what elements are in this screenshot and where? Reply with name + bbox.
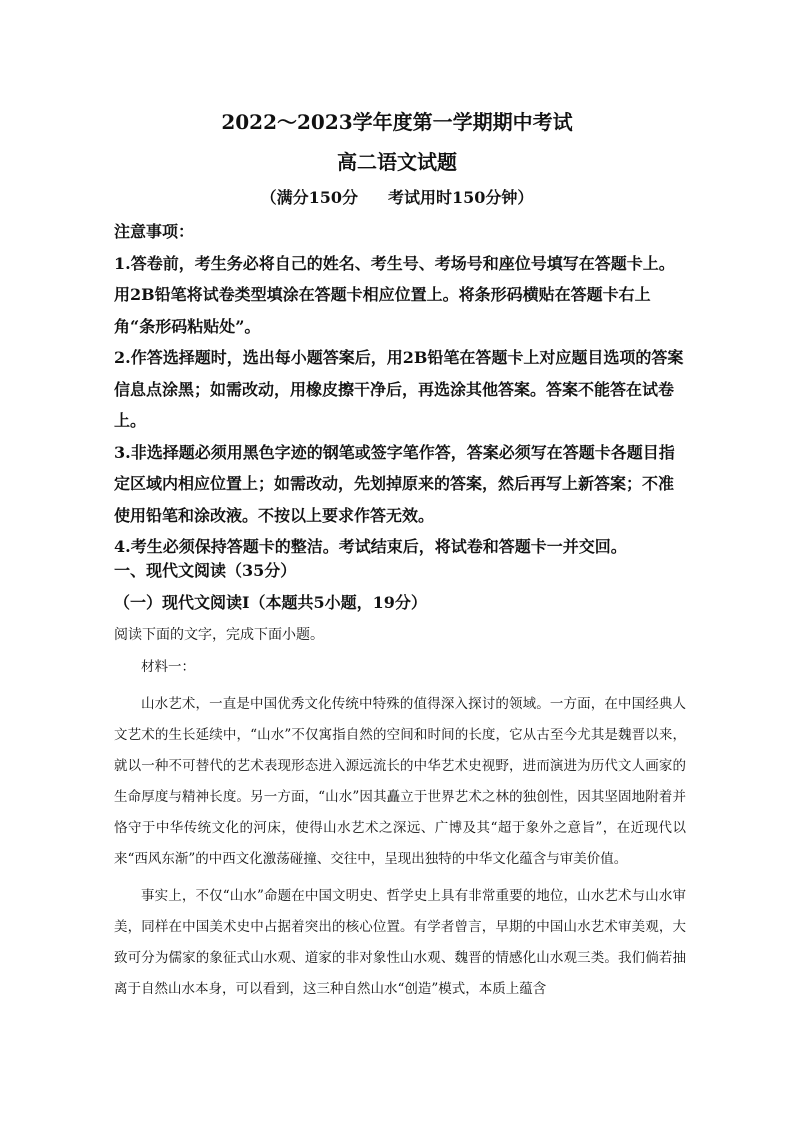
note-item-4: 4.考生必须保持答题卡的整洁。考试结束后，将试卷和答题卡一并交回。: [114, 537, 627, 556]
note-item-1: 1.答卷前，考生务必将自己的姓名、考生号、考场号和座位号填写在答题卡上。用2B铅笔将试卷类型填涂在答题卡相应位置上。将条形码横贴在答题卡右上角“条形码粘贴处”。: [114, 253, 675, 336]
score-info: （满分150分: [260, 188, 358, 207]
subject-title: 高二语文试题: [337, 150, 457, 174]
time-info: 考试用时150分钟）: [388, 188, 534, 207]
subpart-title: （一）现代文阅读Ⅰ（本题共5小题，19分）: [114, 593, 427, 612]
material-text: [114, 652, 686, 1011]
note-item-2: 2.作答选择题时，选出每小题答案后，用2B铅笔在答题卡上对应题目选项的答案信息点涂黑；如需改动，用橡皮擦干净后，再选涂其他答案。答案不能答在试卷上。: [114, 348, 684, 430]
part-title: 一、现代文阅读（35分）: [114, 561, 297, 580]
notes-heading: 注意事项：: [114, 222, 195, 241]
material-paragraph-2: 事实上，不仅“山水”命题在中国文明史、哲学史上具有非常重要的地位，山水艺术与山水审美，同样在中国美术史中占据着突出的核心位置。有学者曾言，早期的中国山水艺术审美观，大致可分为儒家的象征式山水观、道家的非对象性山水观、魏晋的情感化山水观三类。我们倘若抽离于自然山水本身，可以看到，这三种自然山水“创造”模式，本质上蕴含: [114, 888, 686, 997]
score-time-info: [0, 185, 794, 208]
material-paragraph-1: 山水艺术，一直是中国优秀文化传统中特殊的值得深入探讨的领域。一方面，在中国经典人文艺术的生长延续中，“山水”不仅寓指自然的空间和时间的长度，它从古至今尤其是魏晋以来，就以一种不可替代的艺术表现形态进入源远流长的中华艺术史视野，进而演进为历代文人画家的生命厚度与精神长度。另一方面，“山水”因其矗立于世界艺术之林的独创性，因其坚固地附着并恪守于中华传统文化的河床，使得山水艺术之深远、广博及其“超于象外之意旨”，在近现代以来“西风东渐”的中西文化激荡碰撞、交往中，呈现出独特的中华文化蕴含与审美价值。: [114, 696, 686, 867]
note-item-3: 3.非选择题必须用黑色字迹的钢笔或签字笔作答，答案必须写在答题卡各题目指定区域内相应位置上；如需改动，先划掉原来的答案，然后再写上新答案；不准使用铅笔和涂改液。不按以上要求作答无效。: [114, 442, 675, 525]
reading-instruction: 阅读下面的文字，完成下面小题。: [114, 627, 324, 643]
material-label: 材料一：: [141, 659, 195, 675]
exam-title: 2022～2023学年度第一学期期中考试: [221, 110, 573, 134]
notes-block: [114, 216, 686, 563]
